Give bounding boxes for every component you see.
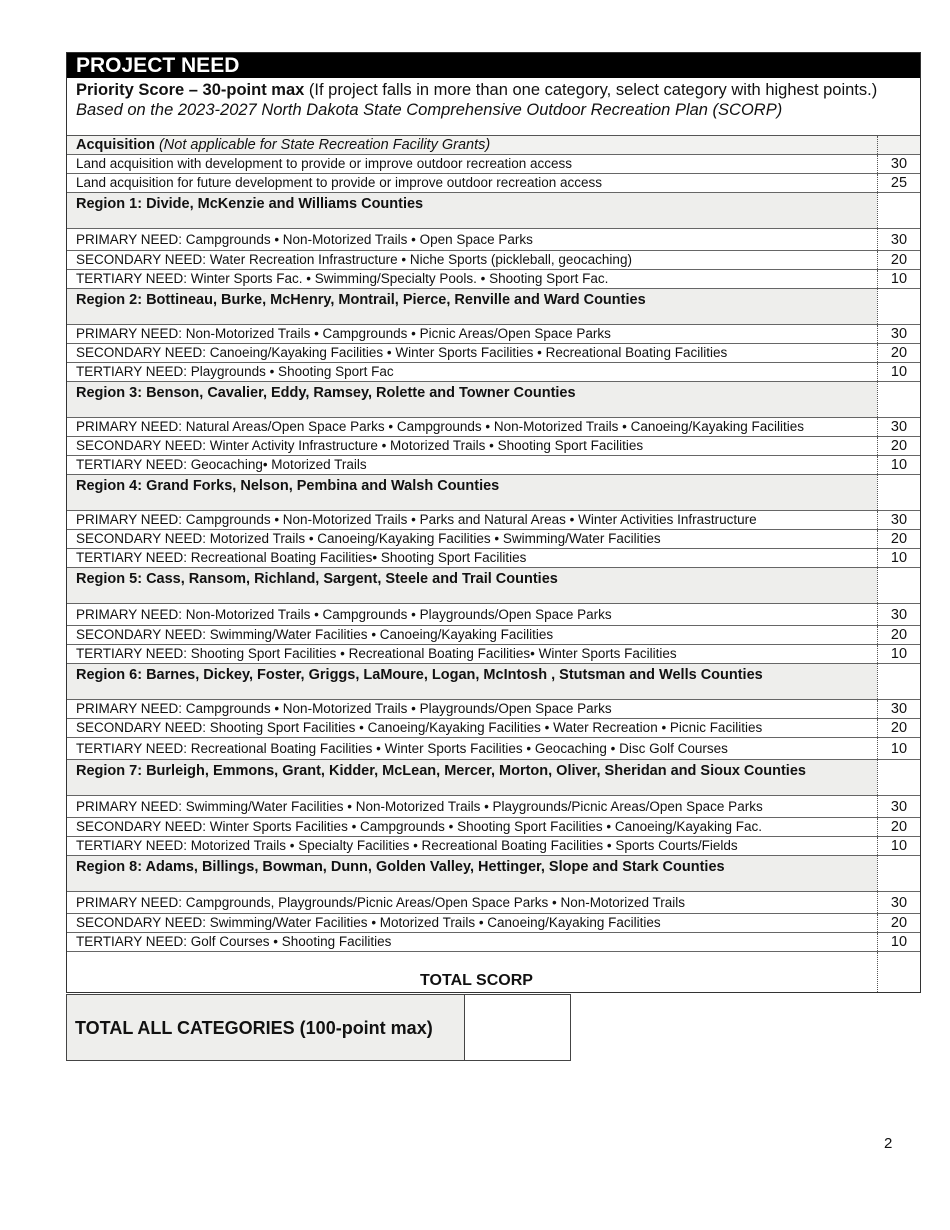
need-text: PRIMARY NEED: Natural Areas/Open Space Parks • Campgrounds • Non-Motorized Trails • Canoeing/Kayaking Facilities bbox=[76, 419, 804, 434]
need-row bbox=[67, 530, 920, 549]
need-text: SECONDARY NEED: Shooting Sport Facilities • Canoeing/Kayaking Facilities • Water Recreation • Picnic Facilities bbox=[76, 720, 763, 735]
need-row bbox=[67, 363, 920, 382]
need-row bbox=[67, 796, 920, 818]
score-cell[interactable] bbox=[877, 856, 920, 891]
need-points[interactable]: 20 bbox=[877, 914, 920, 932]
need-row bbox=[67, 738, 920, 760]
score-cell[interactable] bbox=[877, 664, 920, 699]
region-title: Region 3: Benson, Cavalier, Eddy, Ramsey, Rolette and Towner Counties bbox=[76, 385, 576, 401]
need-text: SECONDARY NEED: Water Recreation Infrastructure • Niche Sports (pickleball, geocaching) bbox=[76, 252, 632, 267]
need-text: TERTIARY NEED: Recreational Boating Facilities• Shooting Sport Facilities bbox=[76, 550, 527, 565]
section-header: PROJECT NEED bbox=[67, 53, 920, 78]
total-scorp-input[interactable] bbox=[877, 952, 920, 992]
need-row bbox=[67, 719, 920, 738]
need-row bbox=[67, 818, 920, 837]
need-row bbox=[67, 344, 920, 363]
project-need-form bbox=[66, 52, 921, 993]
need-text: SECONDARY NEED: Canoeing/Kayaking Facilities • Winter Sports Facilities • Recreational Boating Facilities bbox=[76, 345, 728, 360]
score-cell[interactable] bbox=[877, 289, 920, 324]
item-text: Land acquisition with development to provide or improve outdoor recreation access bbox=[76, 156, 573, 171]
score-cell[interactable] bbox=[877, 382, 920, 417]
score-cell[interactable] bbox=[877, 760, 920, 795]
score-cell[interactable] bbox=[877, 193, 920, 228]
need-points[interactable]: 20 bbox=[877, 719, 920, 737]
need-points[interactable]: 10 bbox=[877, 645, 920, 663]
region-1-header bbox=[67, 193, 920, 229]
region-5-header bbox=[67, 568, 920, 604]
need-points[interactable]: 20 bbox=[877, 437, 920, 455]
need-row bbox=[67, 251, 920, 270]
need-row bbox=[67, 437, 920, 456]
priority-score-note: (If project falls in more than one category, select category with highest points.) bbox=[304, 81, 878, 99]
need-points[interactable]: 20 bbox=[877, 251, 920, 269]
need-row bbox=[67, 325, 920, 344]
need-points[interactable]: 30 bbox=[877, 604, 920, 625]
total-all-categories bbox=[66, 994, 571, 1061]
priority-score-title: Priority Score – 30-point max bbox=[76, 81, 305, 99]
need-points[interactable]: 10 bbox=[877, 363, 920, 381]
acquisition-item-row bbox=[67, 174, 920, 193]
need-points[interactable]: 10 bbox=[877, 270, 920, 288]
need-row bbox=[67, 626, 920, 645]
need-text: SECONDARY NEED: Swimming/Water Facilities • Canoeing/Kayaking Facilities bbox=[76, 627, 554, 642]
need-text: SECONDARY NEED: Winter Activity Infrastructure • Motorized Trails • Shooting Sport Facilities bbox=[76, 438, 644, 453]
acquisition-note: (Not applicable for State Recreation Facility Grants) bbox=[154, 137, 491, 153]
need-row bbox=[67, 604, 920, 626]
need-text: PRIMARY NEED: Swimming/Water Facilities • Non-Motorized Trails • Playgrounds/Picnic Areas/Open Space Parks bbox=[76, 799, 763, 814]
priority-score-basis: Based on the 2023-2027 North Dakota State Comprehensive Outdoor Recreation Plan (SCORP) bbox=[76, 101, 783, 119]
need-row bbox=[67, 229, 920, 251]
need-text: TERTIARY NEED: Playgrounds • Shooting Sport Fac bbox=[76, 364, 394, 379]
region-2-header bbox=[67, 289, 920, 325]
page-number: 2 bbox=[884, 1135, 893, 1152]
item-text: Land acquisition for future development to provide or improve outdoor recreation access bbox=[76, 175, 603, 190]
region-7-header bbox=[67, 760, 920, 796]
need-points[interactable]: 30 bbox=[877, 796, 920, 817]
need-text: TERTIARY NEED: Golf Courses • Shooting Facilities bbox=[76, 934, 392, 949]
total-scorp-row bbox=[67, 952, 920, 992]
need-text: SECONDARY NEED: Motorized Trails • Canoeing/Kayaking Facilities • Swimming/Water Facilities bbox=[76, 531, 661, 546]
region-title: Region 1: Divide, McKenzie and Williams Counties bbox=[76, 196, 424, 212]
need-points[interactable]: 20 bbox=[877, 530, 920, 548]
priority-score-intro bbox=[67, 78, 920, 136]
need-row bbox=[67, 700, 920, 719]
need-text: TERTIARY NEED: Motorized Trails • Specialty Facilities • Recreational Boating Facilities • Sports Courts/Fields bbox=[76, 838, 738, 853]
total-all-label: TOTAL ALL CATEGORIES (100-point max) bbox=[67, 995, 465, 1060]
region-3-header bbox=[67, 382, 920, 418]
need-text: PRIMARY NEED: Non-Motorized Trails • Campgrounds • Picnic Areas/Open Space Parks bbox=[76, 326, 611, 341]
region-title: Region 8: Adams, Billings, Bowman, Dunn, Golden Valley, Hettinger, Slope and Stark Counties bbox=[76, 859, 725, 875]
need-points[interactable]: 10 bbox=[877, 837, 920, 855]
need-points[interactable]: 30 bbox=[877, 325, 920, 343]
need-points[interactable]: 30 bbox=[877, 418, 920, 436]
acquisition-header-row bbox=[67, 136, 920, 155]
need-text: PRIMARY NEED: Campgrounds • Non-Motorized Trails • Open Space Parks bbox=[76, 232, 533, 247]
need-text: PRIMARY NEED: Non-Motorized Trails • Campgrounds • Playgrounds/Open Space Parks bbox=[76, 607, 612, 622]
need-points[interactable]: 20 bbox=[877, 818, 920, 836]
region-8-header bbox=[67, 856, 920, 892]
need-points[interactable]: 20 bbox=[877, 344, 920, 362]
item-points[interactable]: 25 bbox=[877, 174, 920, 192]
region-6-header bbox=[67, 664, 920, 700]
need-points[interactable]: 30 bbox=[877, 892, 920, 913]
need-row bbox=[67, 933, 920, 952]
region-title: Region 6: Barnes, Dickey, Foster, Griggs, LaMoure, Logan, McIntosh , Stutsman and Wells Counties bbox=[76, 667, 763, 683]
need-text: TERTIARY NEED: Shooting Sport Facilities • Recreational Boating Facilities• Winter Sports Facilities bbox=[76, 646, 677, 661]
need-text: PRIMARY NEED: Campgrounds, Playgrounds/Picnic Areas/Open Space Parks • Non-Motorized Trails bbox=[76, 895, 685, 910]
need-row bbox=[67, 456, 920, 475]
acquisition-title: Acquisition bbox=[76, 137, 155, 153]
total-scorp-label: TOTAL SCORP bbox=[420, 972, 533, 989]
need-text: SECONDARY NEED: Winter Sports Facilities • Campgrounds • Shooting Sport Facilities • Canoeing/Kayaking Fac. bbox=[76, 819, 762, 834]
need-points[interactable]: 10 bbox=[877, 738, 920, 759]
need-points[interactable]: 30 bbox=[877, 511, 920, 529]
region-title: Region 7: Burleigh, Emmons, Grant, Kidder, McLean, Mercer, Morton, Oliver, Sheridan and Sioux Counties bbox=[76, 763, 806, 779]
need-points[interactable]: 10 bbox=[877, 456, 920, 474]
score-cell[interactable] bbox=[877, 475, 920, 510]
need-points[interactable]: 10 bbox=[877, 933, 920, 951]
need-text: SECONDARY NEED: Swimming/Water Facilities • Motorized Trails • Canoeing/Kayaking Facilities bbox=[76, 915, 661, 930]
region-title: Region 5: Cass, Ransom, Richland, Sargent, Steele and Trail Counties bbox=[76, 571, 558, 587]
need-text: TERTIARY NEED: Winter Sports Fac. • Swimming/Specialty Pools. • Shooting Sport Fac. bbox=[76, 271, 609, 286]
item-points[interactable]: 30 bbox=[877, 155, 920, 173]
need-row bbox=[67, 418, 920, 437]
need-text: TERTIARY NEED: Geocaching• Motorized Trails bbox=[76, 457, 367, 472]
region-title: Region 2: Bottineau, Burke, McHenry, Montrail, Pierce, Renville and Ward Counties bbox=[76, 292, 646, 308]
acquisition-item-row bbox=[67, 155, 920, 174]
need-text: PRIMARY NEED: Campgrounds • Non-Motorized Trails • Parks and Natural Areas • Winter Activities Infrastructure bbox=[76, 512, 757, 527]
need-text: PRIMARY NEED: Campgrounds • Non-Motorized Trails • Playgrounds/Open Space Parks bbox=[76, 701, 612, 716]
score-cell[interactable] bbox=[877, 136, 920, 154]
total-all-input[interactable] bbox=[465, 995, 570, 1060]
need-row bbox=[67, 892, 920, 914]
need-row bbox=[67, 511, 920, 530]
need-points[interactable]: 20 bbox=[877, 626, 920, 644]
need-text: TERTIARY NEED: Recreational Boating Facilities • Winter Sports Facilities • Geocaching • Disc Golf Courses bbox=[76, 741, 728, 756]
need-row bbox=[67, 549, 920, 568]
region-title: Region 4: Grand Forks, Nelson, Pembina and Walsh Counties bbox=[76, 478, 500, 494]
need-points[interactable]: 10 bbox=[877, 549, 920, 567]
need-row bbox=[67, 645, 920, 664]
region-4-header bbox=[67, 475, 920, 511]
need-row bbox=[67, 914, 920, 933]
need-points[interactable]: 30 bbox=[877, 229, 920, 250]
need-row bbox=[67, 837, 920, 856]
need-row bbox=[67, 270, 920, 289]
need-points[interactable]: 30 bbox=[877, 700, 920, 718]
score-cell[interactable] bbox=[877, 568, 920, 603]
